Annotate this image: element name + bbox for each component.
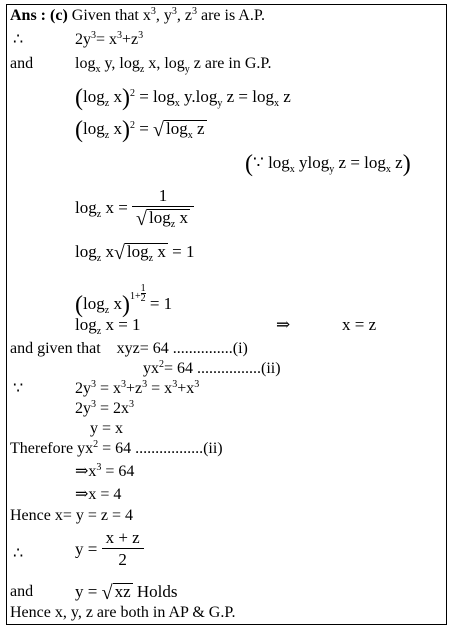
fraction-2: $\frac{x + z}{2}$ (102, 528, 144, 571)
answer-label: Ans : (10, 7, 47, 24)
answer-line (10, 7, 265, 25)
equation-12: y = $\frac{x + z}{2}$ (75, 528, 144, 571)
fraction-1: $\frac{1}{√ \log_z x}$ (132, 186, 194, 230)
equation-2: ($\log_z$ x)$^2$ = √ $\log_x z$ (75, 117, 205, 143)
equation-3: $\log_z x$ = $\frac{1}{√ \log_z x}$ (75, 186, 194, 230)
equation-6: $\log_z x = 1$ (75, 315, 141, 337)
and-label-2: and (10, 583, 34, 600)
equation-5: ($\log_z$ x)1+ $\frac{1}{2}$ = 1 (75, 283, 173, 318)
equation-4: $\log_z x√$ $\log_z x = 1$ (75, 242, 195, 264)
therefore-symbol: ∴ (13, 31, 24, 48)
answer-option: (c) (50, 7, 68, 24)
given-xyz: and given that xyz= 64 ...............(i) (10, 340, 248, 357)
equation-1: ($\log_z$ $x)^2 = \log_x y.\log_y$ $z = \log_x z$ (75, 85, 291, 111)
x-equals-z: x = z (342, 315, 377, 334)
equation-7: $2y^3 = x^3+z^3 = x^3+x^3$ (75, 379, 200, 397)
because-note: (∵ $\log_x ylog_y$ $z = \log_x z$) (245, 151, 411, 177)
eq-ii: $yx^2= 64$ ................(ii) (143, 359, 281, 377)
equation-10: $\Rightarrow x^3 = 64$ (75, 462, 135, 480)
because-symbol: ∵ (13, 380, 24, 397)
therefore-symbol-2: ∴ (13, 545, 24, 562)
hence-line-2: Hence x, y, z are both in AP & G.P. (10, 604, 236, 621)
given-text: Given that $x^3$, $y^3$, $z^3$ are is A.P. (71, 6, 265, 24)
gp-condition: $\log_x y$, $\log_z x$, $\log_y z$ are in G.P. (75, 55, 272, 75)
equation-8: $2y^3 = 2x^3$ (75, 399, 135, 417)
equation-13: y = √ xz Holds (75, 582, 178, 604)
equation-9: y = x (90, 420, 124, 437)
ap-condition: $2y^3= x^3+z^3$ (75, 30, 144, 48)
hence-line-1: Hence x= y = z = 4 (10, 507, 134, 524)
therefore-line: Therefore $yx^2 = 64$ .................(ii) (10, 439, 223, 457)
and-label-1: and (10, 55, 34, 72)
equation-11: ⇒x = 4 (75, 486, 122, 503)
implies-arrow: ⇒ (276, 315, 291, 334)
